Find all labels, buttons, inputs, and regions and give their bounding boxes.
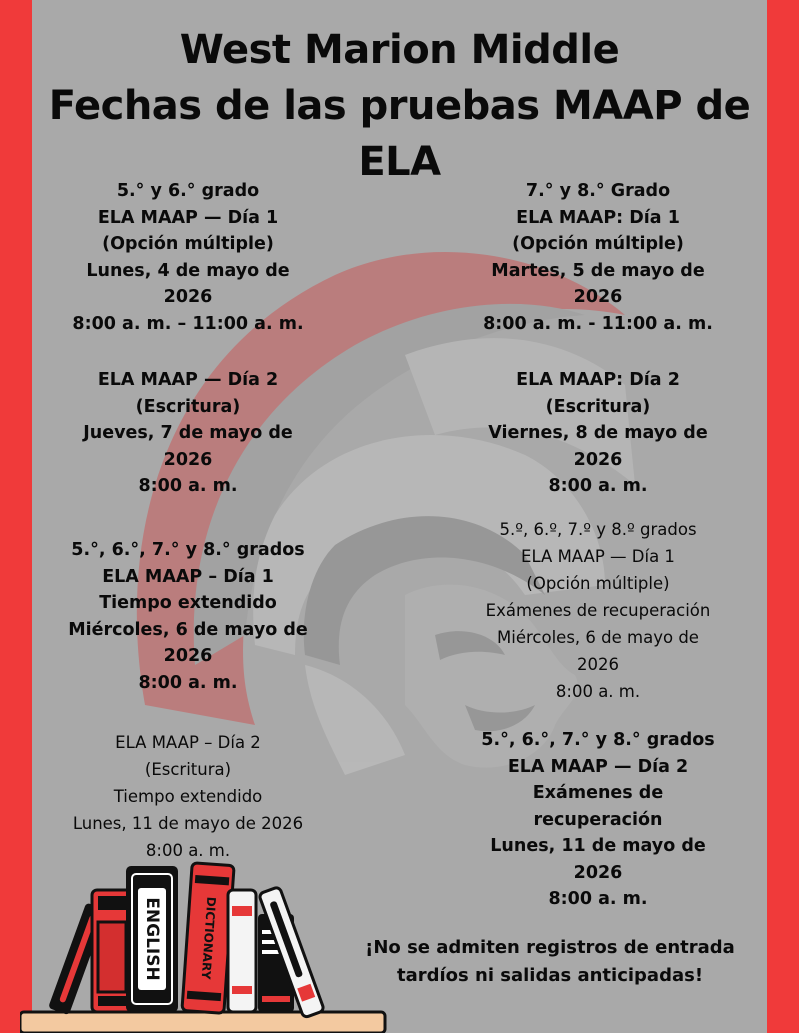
block-line: ELA MAAP — Día 2 xyxy=(97,370,279,390)
block-line: Martes, 5 de mayo de xyxy=(491,260,705,281)
block-line: ELA MAAP: Día 2 xyxy=(516,370,680,390)
block-line: 8:00 a. m. – 11:00 a. m. xyxy=(72,313,304,334)
block-line: (Escritura) xyxy=(545,396,651,417)
block-line: 2026 xyxy=(573,449,623,470)
schedule-block-extended-day1 xyxy=(38,537,338,696)
block-line: ELA MAAP — Día 2 xyxy=(507,756,689,777)
block-line: 7.° y 8.° Grado xyxy=(525,181,671,201)
english-label: ENGLISH xyxy=(142,897,162,981)
dictionary-label: DICTIONARY xyxy=(198,896,219,980)
block-line: Viernes, 8 de mayo de xyxy=(488,423,708,443)
title-line-subject: Fechas de las pruebas MAAP de xyxy=(48,83,751,129)
notice-line: ¡No se admiten registros de entrada xyxy=(365,937,735,958)
block-line: 8:00 a. m. xyxy=(138,476,238,496)
schedule-block-grades-7-8-day2 xyxy=(448,367,748,500)
book-english xyxy=(126,866,178,1012)
schedule-block-extended-day2 xyxy=(38,729,338,864)
block-line: 8:00 a. m. xyxy=(555,682,641,701)
block-line: Lunes, 11 de mayo de 2026 xyxy=(72,814,304,833)
block-line: 8:00 a. m. - 11:00 a. m. xyxy=(483,313,713,334)
block-line: ELA MAAP — Día 1 xyxy=(521,547,675,566)
shelf xyxy=(20,1012,385,1033)
books-illustration xyxy=(20,860,390,1033)
block-line: Tiempo extendido xyxy=(113,787,263,806)
block-line: 2026 xyxy=(163,449,213,470)
block-line: Lunes, 11 de mayo de xyxy=(490,836,706,856)
right-red-border xyxy=(767,0,799,1033)
block-line: 8:00 a. m. xyxy=(548,889,648,909)
book-dictionary xyxy=(182,863,234,1014)
block-line: Tiempo extendido xyxy=(99,593,277,613)
schedule-block-makeup-day1 xyxy=(448,516,748,705)
block-line: 8:00 a. m. xyxy=(145,841,231,860)
block-line: Exámenes de recuperación xyxy=(485,601,711,620)
block-line: ELA MAAP – Día 2 xyxy=(115,733,261,752)
notice-line: tardíos ni salidas anticipadas! xyxy=(396,965,704,986)
schedule-block-grades-7-8-day1 xyxy=(448,178,748,337)
block-line: 8:00 a. m. xyxy=(548,476,648,496)
block-line: (Opción múltiple) xyxy=(526,574,670,593)
block-line: (Escritura) xyxy=(135,396,241,417)
title-line-ela: ELA xyxy=(358,139,441,185)
block-line: 2026 xyxy=(573,287,623,307)
block-line: 2026 xyxy=(163,287,213,307)
block-line: 2026 xyxy=(573,862,623,883)
block-line: Miércoles, 6 de mayo de xyxy=(497,628,699,647)
block-line: Lunes, 4 de mayo de xyxy=(86,260,290,281)
block-line: 5.º, 6.º, 7.º y 8.º grados xyxy=(499,520,697,539)
title-line-school: West Marion Middle xyxy=(179,27,620,73)
block-line: ELA MAAP — Día 1 xyxy=(97,207,279,228)
block-line: 8:00 a. m. xyxy=(138,672,238,693)
block-line: 5.°, 6.°, 7.° y 8.° grados xyxy=(481,730,715,750)
block-line: 2026 xyxy=(577,655,619,674)
block-line: recuperación xyxy=(533,809,663,830)
block-line: 5.°, 6.°, 7.° y 8.° grados xyxy=(71,540,305,560)
block-line: (Opción múltiple) xyxy=(102,234,274,254)
schedule-block-grades-5-6-day2 xyxy=(38,367,338,500)
block-line: 5.° y 6.° grado xyxy=(116,181,260,201)
schedule-block-makeup-day2 xyxy=(448,727,748,913)
block-line: Jueves, 7 de mayo de xyxy=(83,423,293,443)
page-title xyxy=(32,22,767,190)
block-line: (Opción múltiple) xyxy=(512,234,684,254)
schedule-block-grades-5-6-day1 xyxy=(38,178,338,337)
block-line: Miércoles, 6 de mayo de xyxy=(68,619,308,640)
block-line: ELA MAAP – Día 1 xyxy=(102,566,274,587)
block-line: (Escritura) xyxy=(144,760,232,779)
book-white xyxy=(228,890,256,1012)
block-line: Exámenes de xyxy=(532,783,664,803)
late-arrival-notice xyxy=(345,934,755,990)
block-line: 2026 xyxy=(163,646,213,666)
block-line: ELA MAAP: Día 1 xyxy=(516,207,680,228)
